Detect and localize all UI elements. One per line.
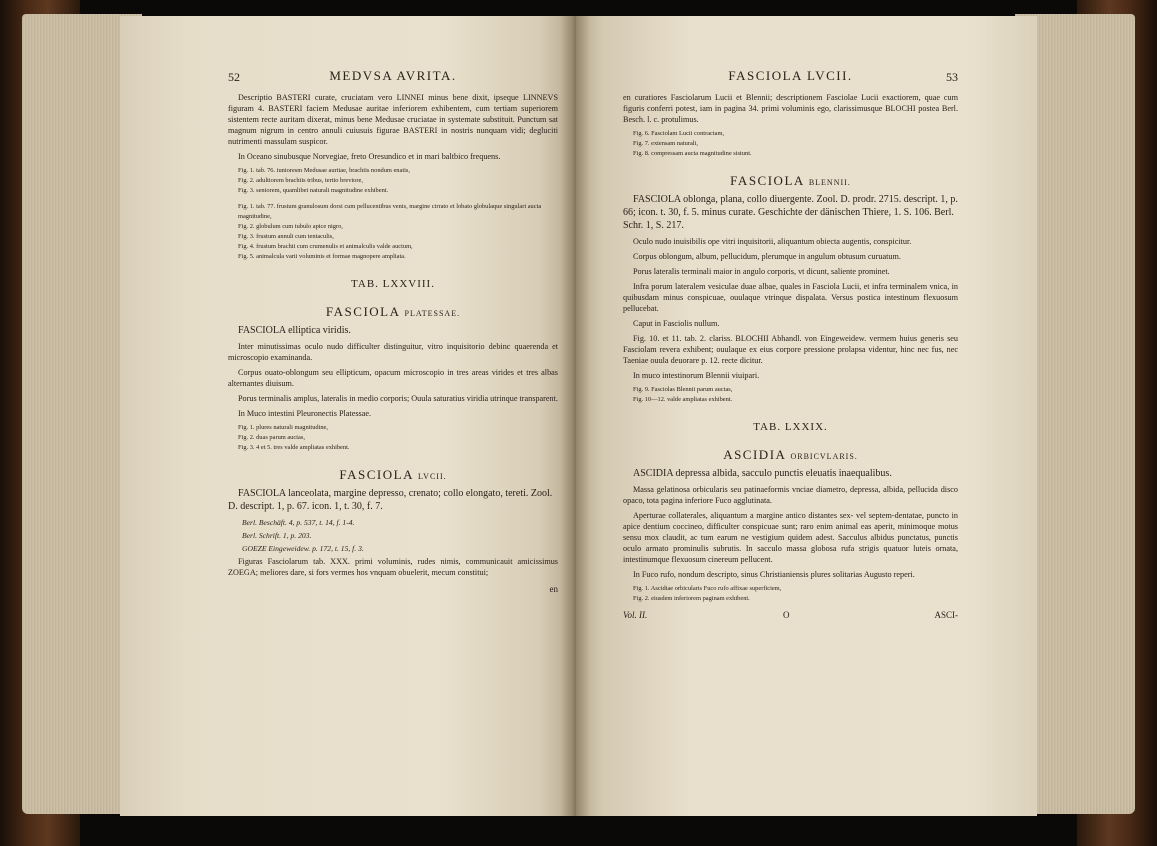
figure-caption: Fig. 5. animalcula varii voluminis et formae magnopere ampliata. [238,253,406,260]
right-page-number: 53 [946,70,958,84]
right-running-head [623,68,958,92]
reference: GOEZE Eingeweidew. p. 172, t. 15, f. 3. [242,544,364,553]
left-catchword-line [228,584,558,598]
paragraph: Aperturae collaterales, aliquantum a margine antico distantes sex- vel septem-dentatae, puncto in apice dentium coccineo, difficulter conspicuae sunt; raro enim animal eas aperit, minimoque motus sensu mox claudit, ac tum earum ne vestigium quidem adest. Sacculus albidus punctatus, punctis oculo armato prominulis subrutis. In sacculo massa globosa rufa strigis quatuor luteis ornata, intestinumque flexuosum cinereum pellucent. [623,511,958,564]
figure-caption: Fig. 6. Fasciolam Lucii contractam, [633,130,725,137]
reference: Berl. Schrift. 1, p. 203. [242,531,312,540]
paragraph: Oculo nudo inuisibilis ope vitri inquisitorii, aliquantum obiecta augentis, conspicitur. [633,237,912,246]
section-subtitle: BLENNII. [808,178,851,187]
section-title: FASCIOLA [730,173,805,188]
section-heading [623,173,958,189]
figure-list [238,166,558,196]
figure-caption: Fig. 2. adultiorem brachiis tribus, tertio breviore, [238,177,363,184]
section-heading [228,467,558,483]
figure-list [633,584,958,604]
paragraph: In Oceano sinubusque Norvegiae, freto Oresundico et in mari baltbico frequens. [238,152,501,161]
figure-caption: Fig. 3. seniorem, quamlibet naturali magnitudine exhibent. [238,187,389,194]
section-title: FASCIOLA [325,304,400,319]
right-page [575,16,1037,816]
reference: Berl. Beschäft. 4, p. 537, t. 14, f. 1-4. [242,518,355,527]
left-page-number: 52 [228,70,240,84]
figure-caption: Fig. 1. plures naturali magnitudine, [238,424,328,431]
figure-caption: Fig. 10—12. valde ampliatas exhibent. [633,396,733,403]
species-diagnosis: FASCIOLA elliptica viridis. [238,325,351,336]
figure-caption: Fig. 4. frustum brachii cum crumenulis et animalculis valde auctum, [238,243,413,250]
book-gutter [560,16,590,816]
plate-heading: TAB. LXXIX. [753,421,828,433]
right-page-footer [623,610,958,624]
paragraph: Fig. 10. et 11. tab. 2. clariss. BLOCHII Abhandl. von Eingeweidew. vermem huius generis seu Fasciolam revera exhibent; ouulaque ex eius corpore pressione prolapsa videntur, hinc nec fus, nec Taeniae ouula deuorare p. 12. recte dicitur. [623,334,958,365]
figure-caption: Fig. 3. 4 et 5. tres valde ampliatas exhibent. [238,444,350,451]
paragraph: en curatiores Fasciolarum Lucii et Blennii; descriptionem Fasciolae Lucii exactiorem, quae cum figuris conferri potest, iam in pagina 34. primi voluminis ego, clarissimusque BLOCHI postea Berl. Besch. l. c. protulimus. [623,93,958,124]
left-page [120,16,575,816]
paragraph: In Fuco rufo, nondum descripto, sinus Christianiensis plures solitarias Augusto reperi. [633,570,915,579]
figure-caption: Fig. 7. extensam naturali, [633,140,698,147]
figure-caption: Fig. 2. globulum cum tubulo apice nigro, [238,223,343,230]
figure-list [238,202,558,262]
section-title: FASCIOLA [339,467,414,482]
paragraph: Porus lateralis terminali maior in angulo corporis, vt dicunt, saliente prominet. [633,267,890,276]
species-diagnosis: ASCIDIA depressa albida, sacculo punctis eleuatis inaequalibus. [633,468,892,479]
figure-caption: Fig. 1. tab. 77. frustum granulosum dorsi cum pellucentibus venis, margine cirrato et lobato globulaque singulari aucta magnitudine, [238,203,542,220]
right-running-title: FASCIOLA LVCII. [728,68,853,83]
paragraph: In muco intestinorum Blennii viuipari. [633,371,760,380]
species-diagnosis: FASCIOLA lanceolata, margine depresso, crenato; collo elongato, tereti. Zool. D. descript. 1, p. 67. icon. 1, t. 30, f. 7. [228,488,553,512]
section-subtitle: PLATESSAE. [404,309,461,318]
section-subtitle: LVCII. [418,472,447,481]
figure-caption: Fig. 2. duas parum auctas, [238,434,305,441]
species-diagnosis: FASCIOLA oblonga, plana, collo diuergente. Zool. D. prodr. 2715. descript. 1, p. 66; icon. t. 30, f. 5. minus curate. Geschichte der dänischen Thiere, 1. S. 106. Berl. Schr. 1, S. 217. [623,194,958,231]
figure-caption: Fig. 3. frustum annuli cum tentaculis, [238,233,334,240]
left-page-text [228,16,558,598]
section-title: ASCIDIA [723,447,786,462]
figure-caption: Fig. 2. eiusdem inferiorem paginam exhibent. [633,595,750,602]
paragraph: Corpus ouato-oblongum seu ellipticum, opacum microscopio in tres areas virides et tres albas alternantes diuisum. [228,368,558,388]
figure-caption: Fig. 1. Ascidiae orbicularis Fuco rufo affixae superficiem, [633,585,782,592]
figure-list [238,423,558,453]
section-subtitle: ORBICVLARIS. [790,452,858,461]
paragraph: Corpus oblongum, album, pellucidum, plerumque in angulum obtusum curuatum. [633,252,901,261]
paragraph: Inter minutissimas oculo nudo difficulter distinguitur, vitro inquisitorio debinc quaerenda et microscopio examinanda. [228,342,558,362]
paragraph: Figuras Fasciolarum tab. XXX. primi voluminis, rudes nimis, communicauit amicissimus ZOEGA; meliores dare, si fors vermes hos vnquam obuelerit, mecum constitui; [228,557,558,577]
paragraph: Descriptio BASTERI curate, cruciatam vero LINNEI minus bene dixit, ipseque LINNEVS figuram 4. BASTERI faciem Medusae auritae inferiorem exhibentem, cum tertiam superiorem sistentem recte auritam dixerat, minus bene Medusae cruciatae in systemate substituit. Punctum sat magnum nigrum in centro annuli cuiusuis figurae BASTERI in nostris nunquam vidi; degluciti nutrimenti massulam suspicor. [228,93,558,146]
figure-caption: Fig. 1. tab. 76. iunioresm Medusae auritae, brachiis nondum enatis, [238,167,410,174]
paragraph: Caput in Fasciolis nullum. [633,319,720,328]
plate-heading: TAB. LXXVIII. [351,278,435,290]
right-page-text [623,16,958,624]
left-running-title: MEDVSA AVRITA. [329,68,457,83]
paragraph: In Muco intestini Pleuronectis Platessae. [238,409,372,418]
left-running-head [228,68,558,92]
section-heading [623,447,958,463]
catchword: en [549,584,558,594]
paragraph: Massa gelatinosa orbicularis seu patinaeformis vnciae diametro, depressa, albida, pellucida disco opaco, tota pagina inferiore Fuco agglutinata. [623,485,958,505]
figure-list [633,385,958,405]
catchword: ASCI- [934,610,958,620]
signature-mark: O [783,610,790,620]
figure-caption: Fig. 8. compressam aucta magnitudine sistunt. [633,150,752,157]
figure-list [633,129,958,159]
paragraph: Porus terminalis amplus, lateralis in medio corporis; Ouula saturatius viridia utrinque transparent. [238,394,558,403]
section-heading [228,304,558,320]
volume-label: Vol. II. [623,610,648,620]
figure-caption: Fig. 9. Fasciolas Blennii parum auctas, [633,386,733,393]
paragraph: Infra porum lateralem vesiculae duae albae, quales in Fasciola Lucii, et infra terminalem vnica, in quibusdam minus conspicuae, ouulaque vtrinque dispalata. Versus postica intestinum flexuosum pellucebat. [623,282,958,313]
